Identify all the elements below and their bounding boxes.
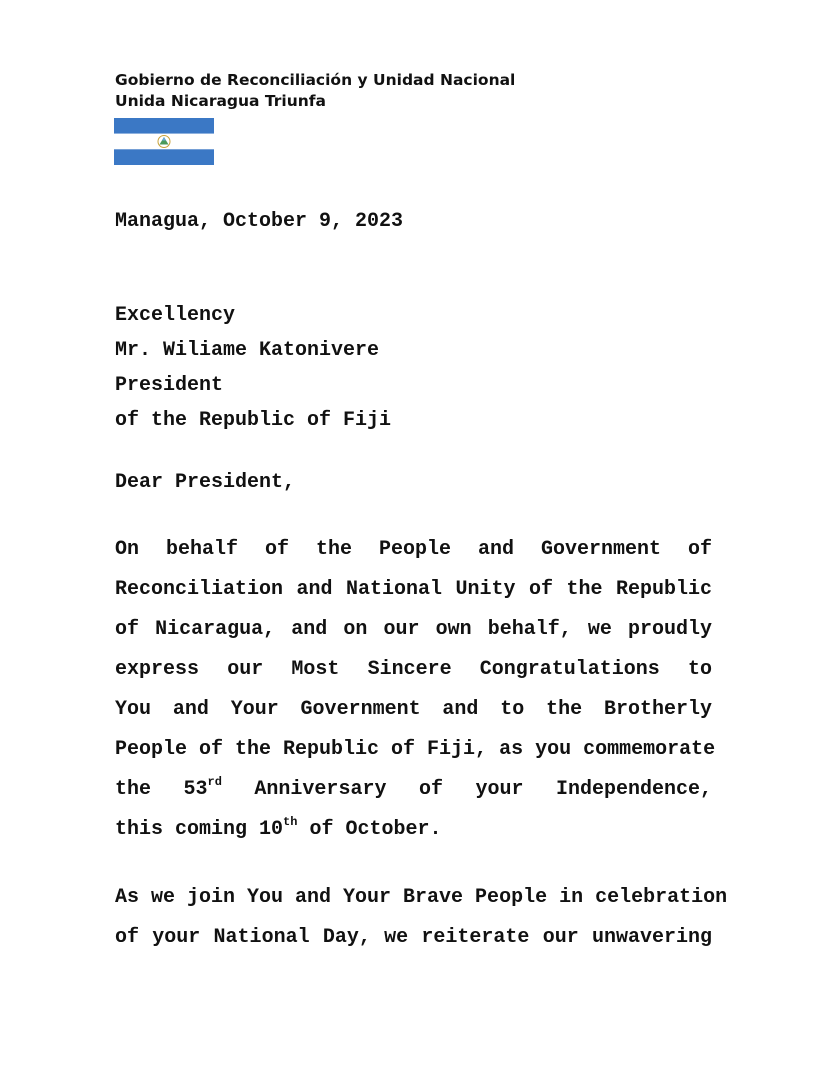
paragraph-line: of Nicaragua, and on our own behalf, we proudly [115,618,712,641]
letterhead-government-name: Gobierno de Reconciliación y Unidad Nacional [115,71,516,89]
paragraph-line: You and Your Government and to the Brotherly [115,698,712,721]
paragraph-line: People of the Republic of Fiji, as you commemorate [115,738,716,761]
ordinal-suffix: th [283,815,298,829]
letterhead [115,70,515,112]
letterhead-slogan: Unida Nicaragua Triunfa [115,92,327,110]
addressee-block [115,298,391,438]
paragraph-celebration [115,878,728,958]
paragraph-line: On behalf of the People and Government of [115,538,712,561]
line-text: Anniversary of your Independence, [221,778,712,801]
letter-date: Managua, October 9, 2023 [115,210,404,233]
nicaragua-flag-icon [114,118,214,165]
paragraph-line: of your National Day, we reiterate our unwavering [115,926,712,949]
line-text: this coming 10 [115,818,284,841]
addressee-country: of the Republic of Fiji [115,409,392,432]
addressee-name: Mr. Wiliame Katonivere [115,339,380,362]
paragraph-line [115,770,712,810]
addressee-title: President [115,374,224,397]
line-text: of October. [297,818,442,841]
salutation: Dear President, [115,471,296,494]
paragraph-line: As we join You and Your Brave People in celebration [115,886,728,909]
paragraph-line [115,810,712,850]
line-text: the 53 [115,778,208,801]
paragraph-line: Reconciliation and National Unity of the Republic [115,578,712,601]
ordinal-suffix: rd [207,775,222,789]
paragraph-line: express our Most Sincere Congratulations to [115,658,712,681]
addressee-honorific: Excellency [115,304,236,327]
paragraph-congratulations [115,530,716,850]
